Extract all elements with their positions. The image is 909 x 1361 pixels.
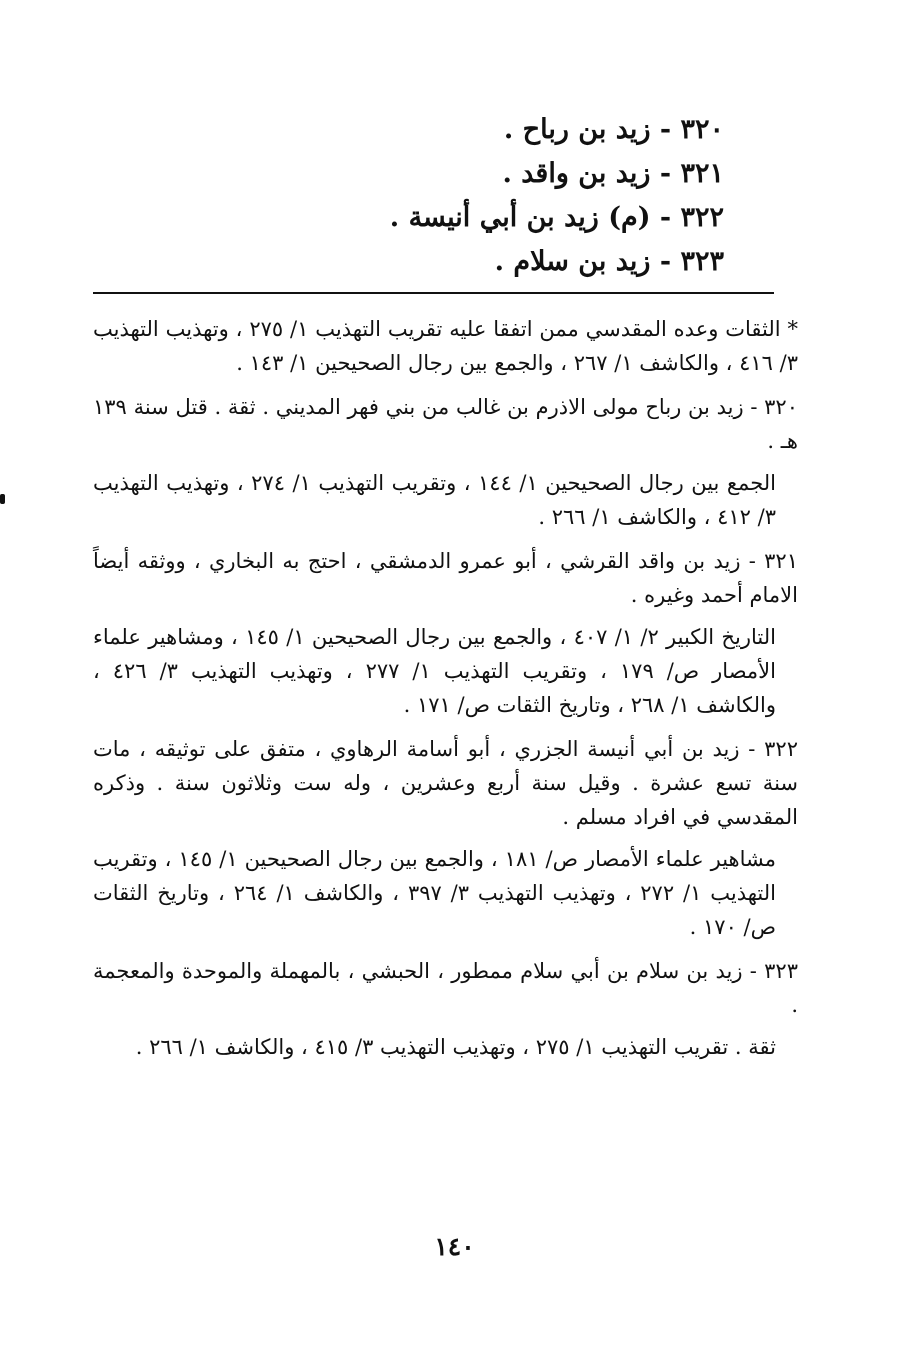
note-323-refs: ثقة . تقريب التهذيب ١/ ٢٧٥ ، وتهذيب التهذيب ٣/ ٤١٥ ، والكاشف ١/ ٢٦٦ .: [135, 1035, 776, 1059]
note-321-bio: ٣٢١ - زيد بن واقد القرشي ، أبو عمرو الدمشقي ، احتج به البخاري ، ووثقه أيضاً الامام أحمد وغيره .: [93, 549, 798, 607]
page-number: ١٤٠: [434, 1232, 475, 1261]
heading-321: ٣٢١ - زيد بن واقد .: [502, 158, 724, 189]
footnote-separator: [93, 292, 774, 294]
entry-headings: [304, 108, 724, 284]
note-320-refs: الجمع بين رجال الصحيحين ١/ ١٤٤ ، وتقريب التهذيب ١/ ٢٧٤ ، وتهذيب التهذيب ٣/ ٤١٢ ، والكاشف ١/ ٢٦٦ .: [93, 471, 776, 529]
heading-322: ٣٢٢ - (م) زيد بن أبي أنيسة .: [389, 202, 724, 233]
note-322-bio: ٣٢٢ - زيد بن أبي أنيسة الجزري ، أبو أسامة الرهاوي ، متفق على توثيقه ، مات سنة تسع عشرة . وقيل سنة أربع وعشرين ، وله ست وثلاثون سنة . وذكره المقدسي في افراد مسلم .: [93, 737, 798, 829]
note-321-refs: التاريخ الكبير ٢/ ١/ ٤٠٧ ، والجمع بين رجال الصحيحين ١/ ١٤٥ ، ومشاهير علماء الأمصار ص/ ١٧٩ ، وتقريب التهذيب ١/ ٢٧٧ ، وتهذيب التهذيب ٣/ ٤٢٦ ، والكاشف ١/ ٢٦٨ ، وتاريخ الثقات ص/ ١٧١ .: [93, 625, 776, 717]
footnotes: [93, 312, 798, 1074]
note-323-bio: ٣٢٣ - زيد بن سلام بن أبي سلام ممطور ، الحبشي ، بالمهملة والموحدة والمعجمة .: [93, 959, 798, 1017]
scan-edge-mark: [0, 494, 5, 504]
note-320-bio: ٣٢٠ - زيد بن رباح مولى الاذرم بن غالب من بني فهر المديني . ثقة . قتل سنة ١٣٩ هـ .: [93, 395, 798, 453]
intro-note: * الثقات وعده المقدسي ممن اتفقا عليه تقريب التهذيب ١/ ٢٧٥ ، وتهذيب التهذيب ٣/ ٤١٦ ، والكاشف ١/ ٢٦٧ ، والجمع بين رجال الصحيحين ١/ ١٤٣ .: [93, 317, 798, 375]
heading-320: ٣٢٠ - زيد بن رباح .: [503, 114, 724, 145]
heading-323: ٣٢٣ - زيد بن سلام .: [494, 246, 724, 277]
note-322-refs: مشاهير علماء الأمصار ص/ ١٨١ ، والجمع بين رجال الصحيحين ١/ ١٤٥ ، وتقريب التهذيب ١/ ٢٧٢ ، وتهذيب التهذيب ٣/ ٣٩٧ ، والكاشف ١/ ٢٦٤ ، وتاريخ الثقات ص/ ١٧٠ .: [93, 847, 776, 939]
